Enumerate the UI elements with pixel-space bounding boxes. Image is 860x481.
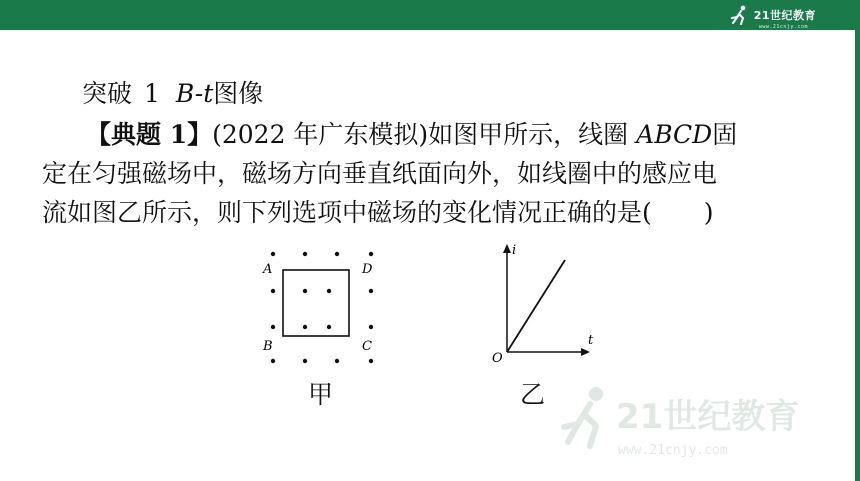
y-axis-label: i	[512, 243, 517, 258]
y-axis-arrow	[503, 244, 511, 253]
caption-yi: 乙	[520, 380, 546, 409]
origin-label: O	[492, 351, 503, 366]
watermark-brand: 21世纪教育	[616, 397, 800, 437]
heading-topic-italic: B-t	[175, 79, 214, 108]
figure-jia	[250, 246, 390, 372]
watermark-url: www.21cnjy.com	[618, 443, 728, 458]
coil-square	[283, 270, 349, 336]
heading-number: 1	[144, 79, 160, 108]
watermark-logo	[560, 372, 830, 467]
coil-name: ABCD	[636, 120, 713, 149]
heading-label: 突破	[82, 79, 133, 108]
current-line	[507, 260, 565, 352]
problem-line-3	[42, 193, 812, 232]
figure-yi	[480, 238, 610, 368]
section-heading	[82, 74, 263, 110]
brand-name: 21世纪教育	[753, 9, 816, 22]
brand-url: www.21cnjy.com	[758, 24, 808, 30]
problem-line-1-end: 固	[712, 120, 738, 149]
problem-text	[42, 115, 812, 232]
x-axis-label: t	[588, 333, 594, 348]
watermark-runner-icon	[589, 387, 603, 401]
label-a: A	[263, 262, 273, 277]
header-bar	[0, 0, 860, 30]
caption-jia: 甲	[308, 380, 334, 409]
label-d: D	[362, 262, 373, 277]
heading-topic: 图像	[213, 79, 264, 108]
label-b: B	[263, 339, 273, 354]
problem-source: (2022 年广东模拟)如图甲所示，线圈	[212, 120, 629, 149]
problem-line-2: 定在匀强磁场中，磁场方向垂直纸面向外，如线圈中的感应电	[42, 159, 718, 188]
field-dots	[271, 252, 373, 363]
problem-close-paren: )	[703, 198, 714, 227]
problem-line-1	[42, 115, 812, 154]
problem-question: 流如图乙所示，则下列选项中磁场的变化情况正确的是(	[42, 198, 652, 227]
label-c: C	[362, 339, 372, 354]
x-axis-arrow	[581, 348, 590, 356]
right-edge-bar	[855, 30, 860, 481]
runner-icon	[729, 4, 751, 26]
problem-tag: 【典题 1】	[86, 120, 213, 149]
